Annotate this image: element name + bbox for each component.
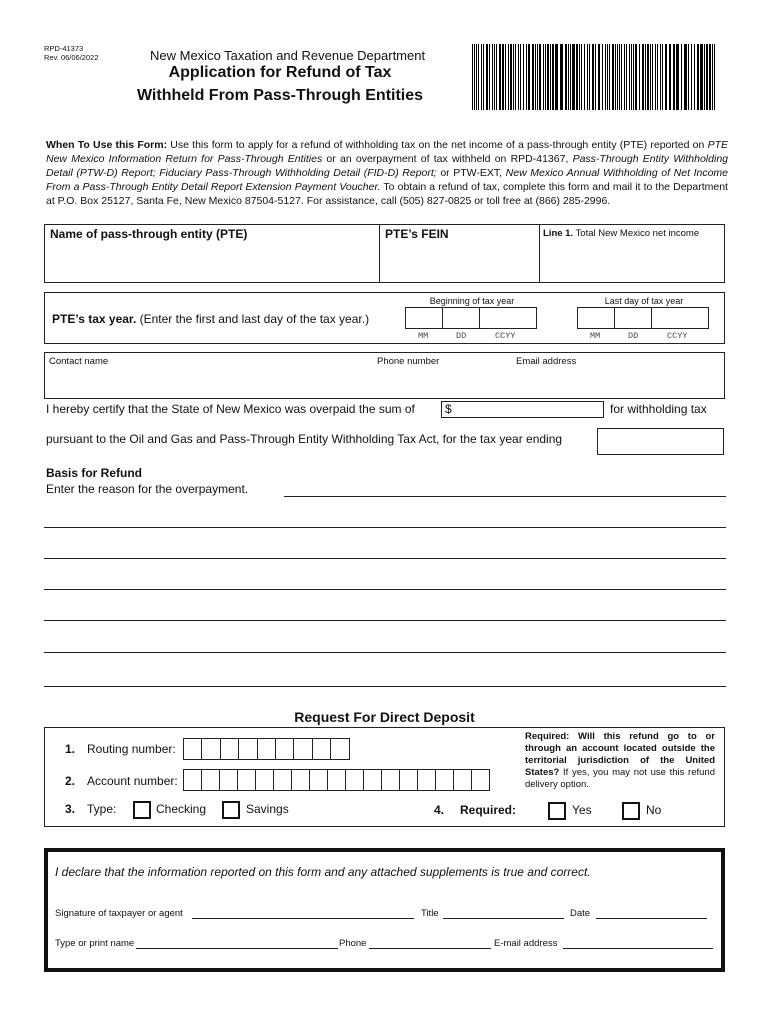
instructions-heading: When To Use this Form: xyxy=(46,139,168,151)
begin-dd-cell[interactable] xyxy=(442,307,480,329)
end-dd-hint: DD xyxy=(628,331,639,341)
basis-heading: Basis for Refund xyxy=(46,466,143,480)
account-digit-cell[interactable] xyxy=(345,769,364,791)
routing-number-label: Routing number: xyxy=(87,742,176,756)
foreign-account-note: Required: Will this refund go to or through an account located outside the territorial jurisdiction of the United States? If yes, you may not use this refund delivery option. xyxy=(525,731,715,790)
account-digit-cell[interactable] xyxy=(291,769,310,791)
account-digit-cell[interactable] xyxy=(219,769,238,791)
no-label: No xyxy=(646,803,662,817)
begin-date-field[interactable] xyxy=(405,307,536,329)
phone-number-label: Phone number xyxy=(377,356,440,367)
routing-digit-cell[interactable] xyxy=(312,738,331,760)
account-digit-cell[interactable] xyxy=(201,769,220,791)
yes-label: Yes xyxy=(572,803,592,817)
no-checkbox[interactable] xyxy=(622,802,640,820)
beginning-year-label: Beginning of tax year xyxy=(429,296,515,306)
print-name-field[interactable] xyxy=(136,948,338,949)
basis-line-5[interactable] xyxy=(44,620,726,621)
date-field[interactable] xyxy=(596,918,707,919)
account-type-index: 3. xyxy=(65,802,76,816)
account-digit-cell[interactable] xyxy=(183,769,202,791)
routing-digit-cell[interactable] xyxy=(330,738,349,760)
account-digit-cell[interactable] xyxy=(255,769,274,791)
begin-dd-hint: DD xyxy=(456,331,467,341)
account-digit-cell[interactable] xyxy=(417,769,436,791)
basis-line-3[interactable] xyxy=(44,558,726,559)
routing-digit-cell[interactable] xyxy=(220,738,239,760)
line1-label: Line 1. Total New Mexico net income xyxy=(543,228,700,239)
routing-digit-cell[interactable] xyxy=(183,738,202,760)
checking-checkbox[interactable] xyxy=(133,801,151,819)
account-number-index: 2. xyxy=(65,774,76,788)
tax-year-ending-field[interactable] xyxy=(597,428,724,455)
begin-ccyy-cell[interactable] xyxy=(479,307,537,329)
begin-mm-hint: MM xyxy=(418,331,429,341)
entity-divider-2 xyxy=(539,224,540,283)
begin-mm-cell[interactable] xyxy=(405,307,443,329)
account-digit-cell[interactable] xyxy=(237,769,256,791)
account-digit-cell[interactable] xyxy=(381,769,400,791)
account-digit-cell[interactable] xyxy=(327,769,346,791)
routing-digit-cell[interactable] xyxy=(275,738,294,760)
checking-label: Checking xyxy=(156,802,207,816)
signature-label: Signature of taxpayer or agent xyxy=(55,908,183,919)
email-address-field[interactable] xyxy=(516,369,723,397)
routing-digit-cell[interactable] xyxy=(293,738,312,760)
pte-fein-label: PTE’s FEIN xyxy=(385,227,449,241)
form-title-line1: Application for Refund of Tax xyxy=(168,64,392,81)
begin-ccyy-hint: CCYY xyxy=(495,331,516,341)
end-mm-cell[interactable] xyxy=(577,307,615,329)
line1-field[interactable] xyxy=(541,244,723,281)
basis-prompt: Enter the reason for the overpayment. xyxy=(46,482,249,496)
form-number: RPD-41373 xyxy=(44,44,84,53)
basis-line-2[interactable] xyxy=(44,527,726,528)
tax-year-label: PTE’s tax year. (Enter the first and last day of the tax year.) xyxy=(52,312,370,326)
title-field[interactable] xyxy=(443,918,564,919)
declaration-statement: I declare that the information reported on this form and any attached supplements is true and correct. xyxy=(55,865,591,879)
instructions-paragraph: When To Use this Form: Use this form to apply for a refund of withholding tax on the net income of a pass-through entity (PTE) reported on PTE New Mexico Information Return for Pass-Through Entities or an overpayment of tax withheld on RPD-41367, Pass-Through Entity Withholding Detail (PTW-D) Report; Fiduciary Pass-Through Withholding Detail (FID-D) Report; or PTW-EXT, New Mexico Annual Withholding of Net Income From a Pass-Through Entity Detail Report Extension Payment Voucher. To obtain a refund of tax, complete this form and mail it to the Department at P.O. Box 25127, Santa Fe, New Mexico 87504-5127. For assistance, call (505) 827-0825 or toll free at (866) 285-2996. xyxy=(46,139,729,207)
savings-label: Savings xyxy=(246,802,289,816)
account-number-field[interactable] xyxy=(183,769,489,791)
end-ccyy-hint: CCYY xyxy=(667,331,688,341)
certify-text-1: I hereby certify that the State of New Mexico was overpaid the sum of xyxy=(46,402,415,416)
yes-checkbox[interactable] xyxy=(548,802,566,820)
basis-line-7[interactable] xyxy=(44,686,726,687)
pte-name-field[interactable] xyxy=(46,244,377,281)
email-address-label: Email address xyxy=(516,356,577,367)
form-title-line2: Withheld From Pass-Through Entities xyxy=(136,87,424,104)
end-ccyy-cell[interactable] xyxy=(651,307,709,329)
entity-divider-1 xyxy=(379,224,380,283)
revision-date: Rev. 06/06/2022 xyxy=(44,53,99,62)
routing-number-index: 1. xyxy=(65,742,76,756)
basis-line-6[interactable] xyxy=(44,652,726,653)
basis-line-1[interactable] xyxy=(284,496,726,497)
account-digit-cell[interactable] xyxy=(363,769,382,791)
basis-line-4[interactable] xyxy=(44,589,726,590)
dollar-sign: $ xyxy=(445,402,452,416)
account-number-label: Account number: xyxy=(87,774,178,788)
account-digit-cell[interactable] xyxy=(273,769,292,791)
account-digit-cell[interactable] xyxy=(453,769,472,791)
routing-digit-cell[interactable] xyxy=(201,738,220,760)
routing-number-field[interactable] xyxy=(183,738,349,760)
phone-number-field[interactable] xyxy=(376,369,514,397)
routing-digit-cell[interactable] xyxy=(257,738,276,760)
pte-name-label: Name of pass-through entity (PTE) xyxy=(50,227,248,241)
certify-text-3: pursuant to the Oil and Gas and Pass-Through Entity Withholding Tax Act, for the tax year ending xyxy=(46,432,563,446)
foreign-required-label: Required: xyxy=(460,803,517,817)
direct-deposit-title: Request For Direct Deposit xyxy=(294,709,475,725)
savings-checkbox[interactable] xyxy=(222,801,240,819)
routing-digit-cell[interactable] xyxy=(238,738,257,760)
certify-text-2: for withholding tax xyxy=(610,402,707,416)
date-label: Date xyxy=(570,908,591,919)
account-digit-cell[interactable] xyxy=(309,769,328,791)
foreign-required-index: 4. xyxy=(434,803,445,817)
email-label: E-mail address xyxy=(494,938,558,949)
phone-field[interactable] xyxy=(369,948,491,949)
barcode-image xyxy=(472,44,719,110)
end-mm-hint: MM xyxy=(590,331,601,341)
contact-name-label: Contact name xyxy=(49,356,109,367)
pte-fein-field[interactable] xyxy=(381,244,537,281)
signature-field[interactable] xyxy=(192,918,414,919)
account-digit-cell[interactable] xyxy=(399,769,418,791)
end-date-field[interactable] xyxy=(577,307,708,329)
end-dd-cell[interactable] xyxy=(614,307,652,329)
department-name: New Mexico Taxation and Revenue Department xyxy=(150,48,426,63)
phone-label: Phone xyxy=(339,938,367,949)
email-field[interactable] xyxy=(563,948,713,949)
contact-name-field[interactable] xyxy=(46,369,374,397)
print-name-label: Type or print name xyxy=(55,938,135,949)
overpaid-amount-field[interactable] xyxy=(441,401,604,418)
last-day-label: Last day of tax year xyxy=(604,296,684,306)
title-label: Title xyxy=(421,908,439,919)
account-digit-cell[interactable] xyxy=(471,769,490,791)
account-digit-cell[interactable] xyxy=(435,769,454,791)
account-type-label: Type: xyxy=(87,802,117,816)
